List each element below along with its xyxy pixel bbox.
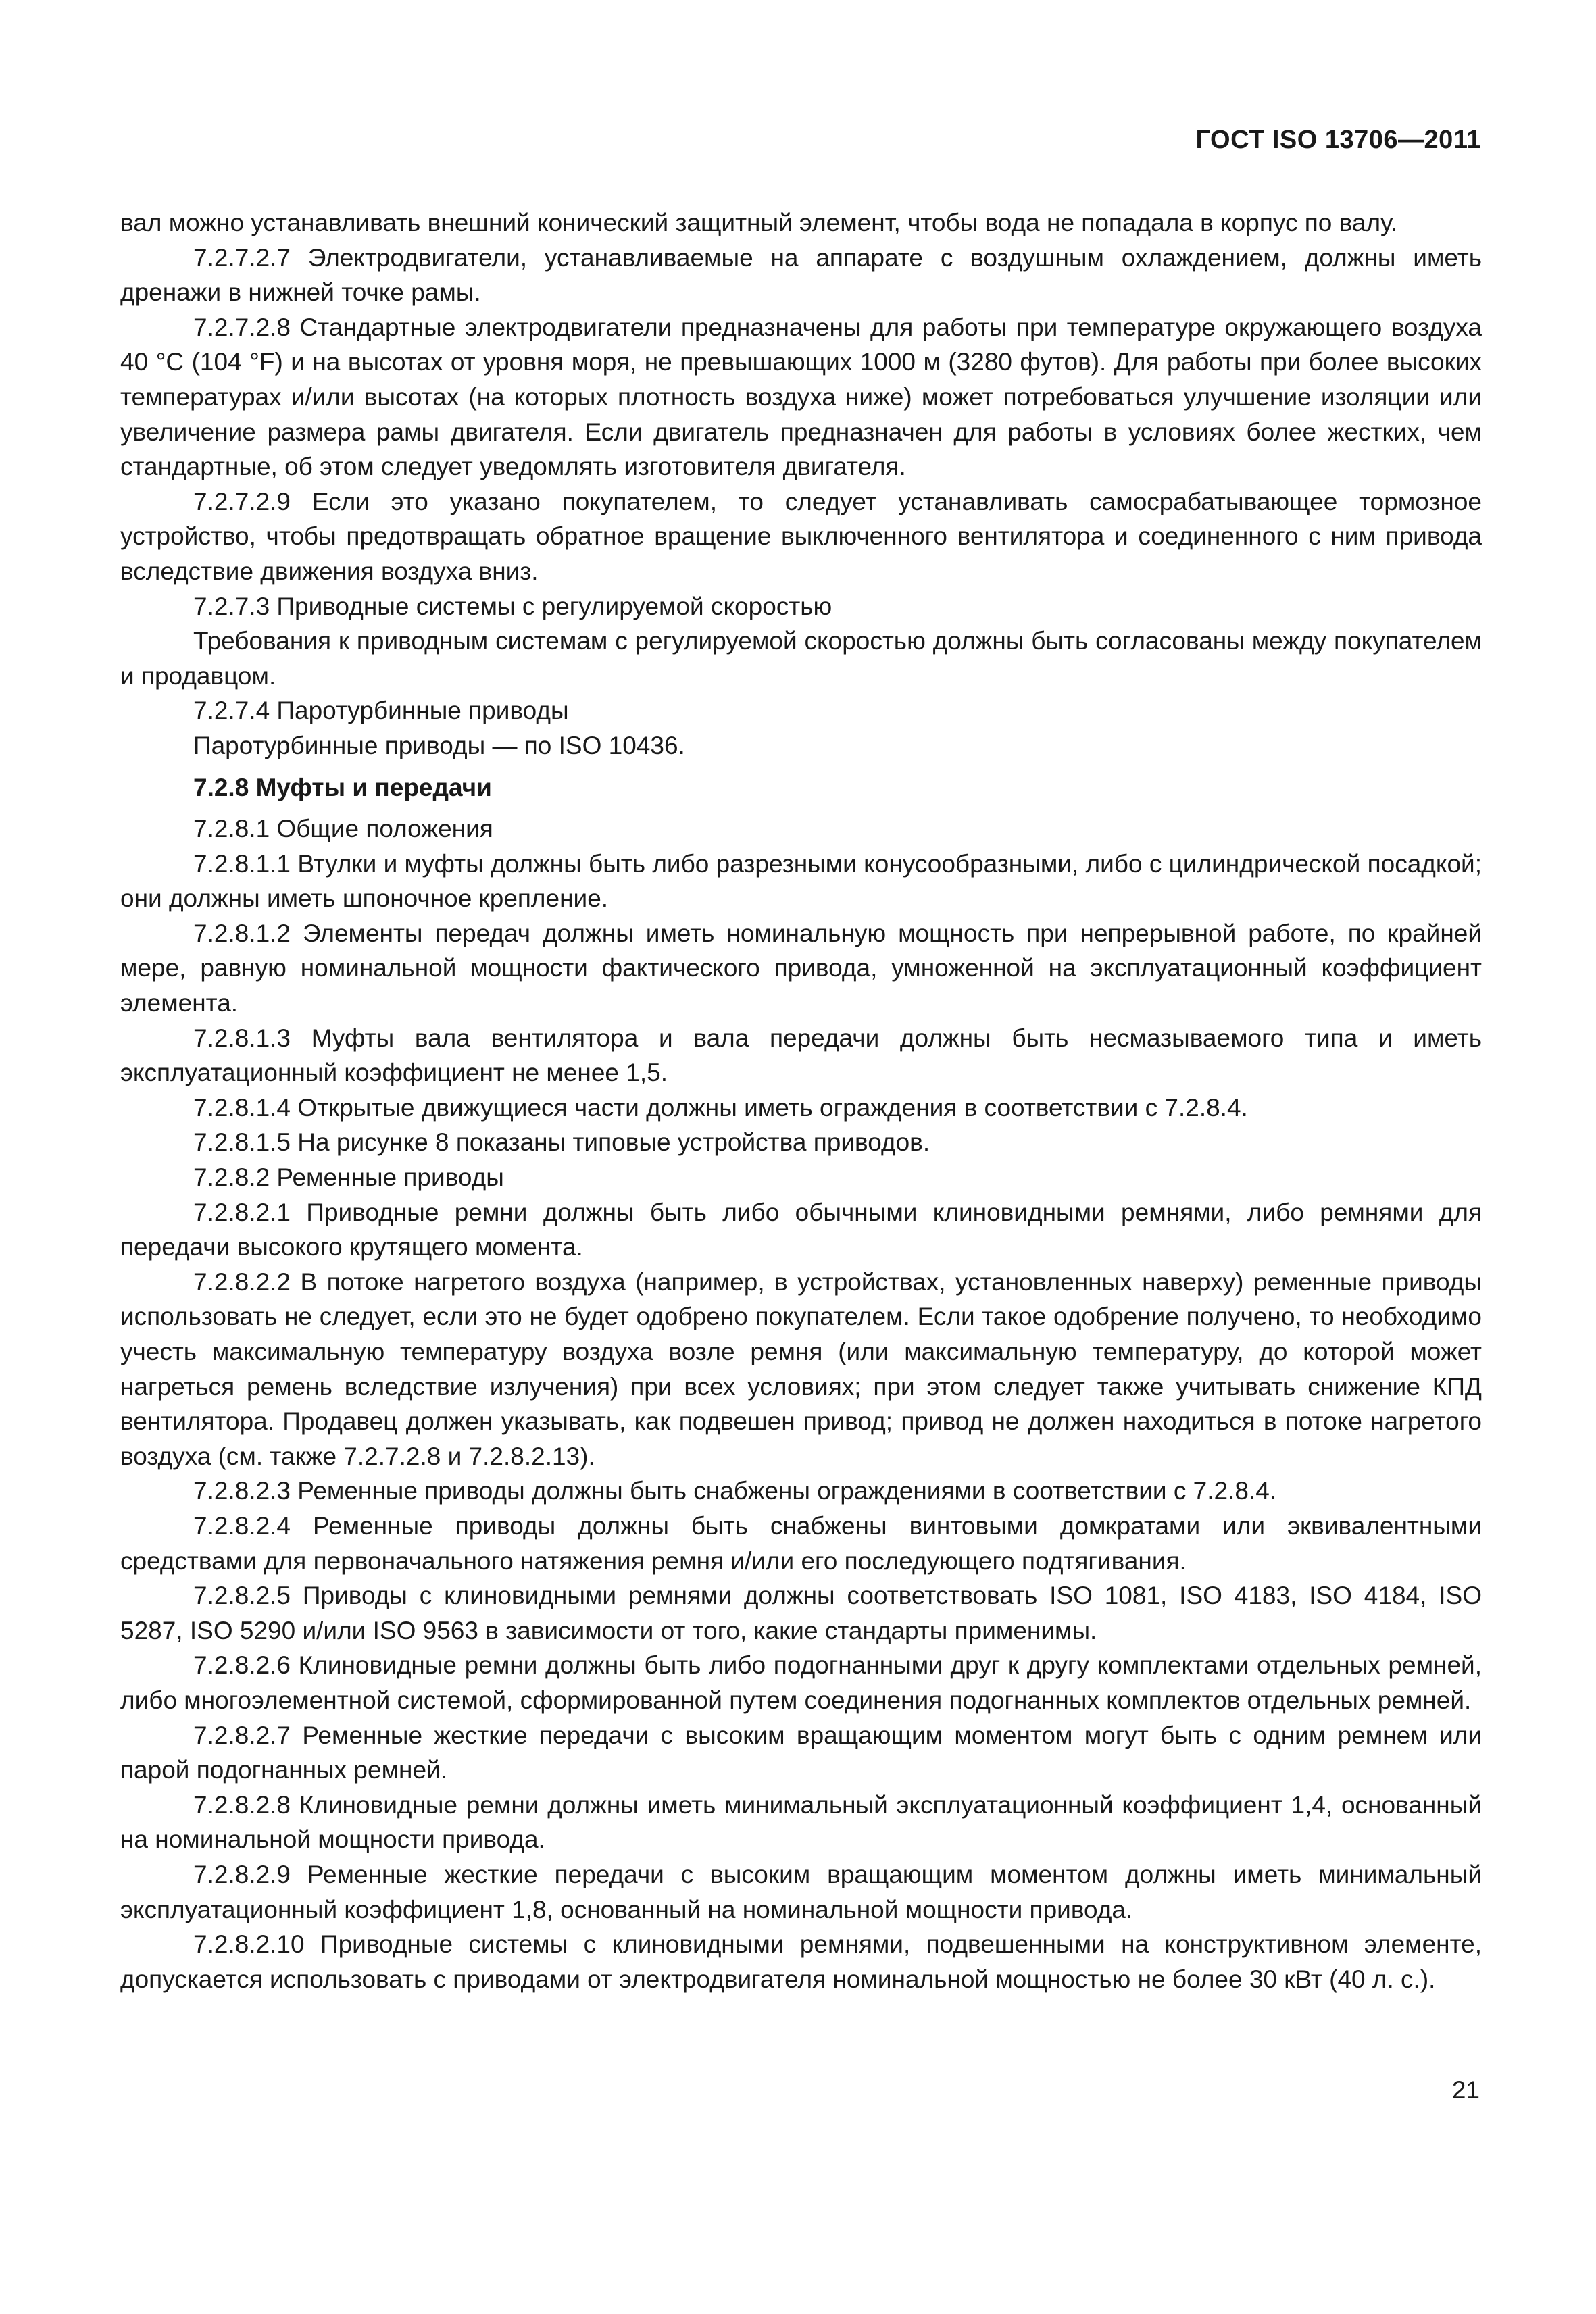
paragraph: 7.2.8.2.9 Ременные жесткие передачи с высоким вращающим моментом должны иметь минимальный эксплуатационный коэффициент 1,8, основанный на номинальной мощности привода. [120, 1860, 1482, 1923]
paragraph: 7.2.8.2.2 В потоке нагретого воздуха (например, в устройствах, установленных наверху) ременные приводы использовать не следует, если это не будет одобрено покупателем. Если такое одобрение получено, то необходимо учесть максимальную температуру воздуха возле ремня (или максимальную температуру, до которой может нагреться ремень вследствие излучения) при всех условиях; при этом следует также учитывать снижение КПД вентилятора. Продавец должен указывать, как подвешен привод; привод не должен находиться в потоке нагретого воздуха (см. также 7.2.7.2.8 и 7.2.8.2.13). [120, 1267, 1482, 1470]
paragraph: 7.2.8.1.3 Муфты вала вентилятора и вала передачи должны быть несмазываемого типа и иметь эксплуатационный коэффициент не менее 1,5. [120, 1024, 1482, 1087]
section-heading: 7.2.8 Муфты и передачи [193, 773, 492, 801]
paragraph: 7.2.8.2.5 Приводы с клиновидными ремнями должны соответствовать ISO 1081, ISO 4183, ISO 4184, ISO 5287, ISO 5290 и/или ISO 9563 в зависимости от того, какие стандарты применимы. [120, 1582, 1482, 1644]
paragraph: 7.2.7.2.8 Стандартные электродвигатели предназначены для работы при температуре окружающего воздуха 40 °C (104 °F) и на высотах от уровня моря, не превышающих 1000 м (3280 футов). Для работы при более высоких температурах и/или высотах (на которых плотность воздуха ниже) может потребоваться улучшение изоляции или увеличение размера рамы двигателя. Если двигатель предназначен для работы в условиях более жестких, чем стандартные, об этом следует уведомлять изготовителя двигателя. [120, 313, 1482, 481]
paragraph: 7.2.8.1.1 Втулки и муфты должны быть либо разрезными конусообразными, либо с цилиндрической посадкой; они должны иметь шпоночное крепление. [120, 849, 1482, 913]
paragraph: 7.2.7.2.7 Электродвигатели, устанавливаемые на аппарате с воздушным охлаждением, должны иметь дренажи в нижней точке рамы. [120, 243, 1482, 307]
document-body [120, 205, 1482, 1996]
paragraph: 7.2.8.2.8 Клиновидные ремни должны иметь минимальный эксплуатационный коэффициент 1,4, основанный на номинальной мощности привода. [120, 1790, 1482, 1854]
paragraph: 7.2.8.1.5 На рисунке 8 показаны типовые устройства приводов. [193, 1128, 930, 1157]
page-number: 21 [1451, 2076, 1480, 2104]
paragraph: 7.2.8.2.10 Приводные системы с клиновидными ремнями, подвешенными на конструктивном элементе, допускается использовать с приводами от электродвигателя номинальной мощностью не более 30 кВт (40 л. с.). [120, 1930, 1482, 1993]
paragraph: Требования к приводным системам с регулируемой скоростью должны быть согласованы между покупателем и продавцом. [120, 627, 1482, 690]
paragraph: 7.2.8.1.4 Открытые движущиеся части должны иметь ограждения в соответствии с 7.2.8.4. [193, 1093, 1248, 1122]
paragraph: 7.2.8.2.6 Клиновидные ремни должны быть либо подогнанными друг к другу комплектами отдельных ремней, либо многоэлементной системой, сформированной путем соединения подогнанных комплектов отдельных ремней. [120, 1651, 1482, 1714]
paragraph: 7.2.8.2.3 Ременные приводы должны быть снабжены ограждениями в соответствии с 7.2.8.4. [193, 1477, 1277, 1505]
paragraph: вал можно устанавливать внешний конический защитный элемент, чтобы вода не попадала в корпус по валу. [120, 209, 1398, 236]
paragraph: 7.2.8.1.2 Элементы передач должны иметь номинальную мощность при непрерывной работе, по крайней мере, равную номинальной мощности фактического привода, умноженной на эксплуатационный коэффициент элемента. [120, 919, 1482, 1017]
paragraph: Паротурбинные приводы — по ISO 10436. [193, 731, 685, 759]
paragraph: 7.2.8.1 Общие положения [193, 815, 493, 843]
paragraph: 7.2.8.2.1 Приводные ремни должны быть либо обычными клиновидными ремнями, либо ремнями для передачи высокого крутящего момента. [120, 1198, 1482, 1261]
paragraph: 7.2.7.4 Паротурбинные приводы [193, 697, 569, 725]
standard-header: ГОСТ ISO 13706—2011 [1195, 126, 1481, 154]
paragraph: 7.2.8.2 Ременные приводы [193, 1163, 504, 1192]
paragraph: 7.2.7.2.9 Если это указано покупателем, то следует устанавливать самосрабатывающее тормозное устройство, чтобы предотвращать обратное вращение выключенного вентилятора и соединенного с ним привода вследствие движения воздуха вниз. [120, 487, 1482, 585]
paragraph: 7.2.8.2.7 Ременные жесткие передачи с высоким вращающим моментом могут быть с одним ремнем или парой подогнанных ремней. [120, 1721, 1482, 1784]
paragraph: 7.2.7.3 Приводные системы с регулируемой скоростью [193, 592, 832, 620]
paragraph: 7.2.8.2.4 Ременные приводы должны быть снабжены винтовыми домкратами или эквивалентными средствами для первоначального натяжения ремня и/или его последующего подтягивания. [120, 1511, 1482, 1575]
